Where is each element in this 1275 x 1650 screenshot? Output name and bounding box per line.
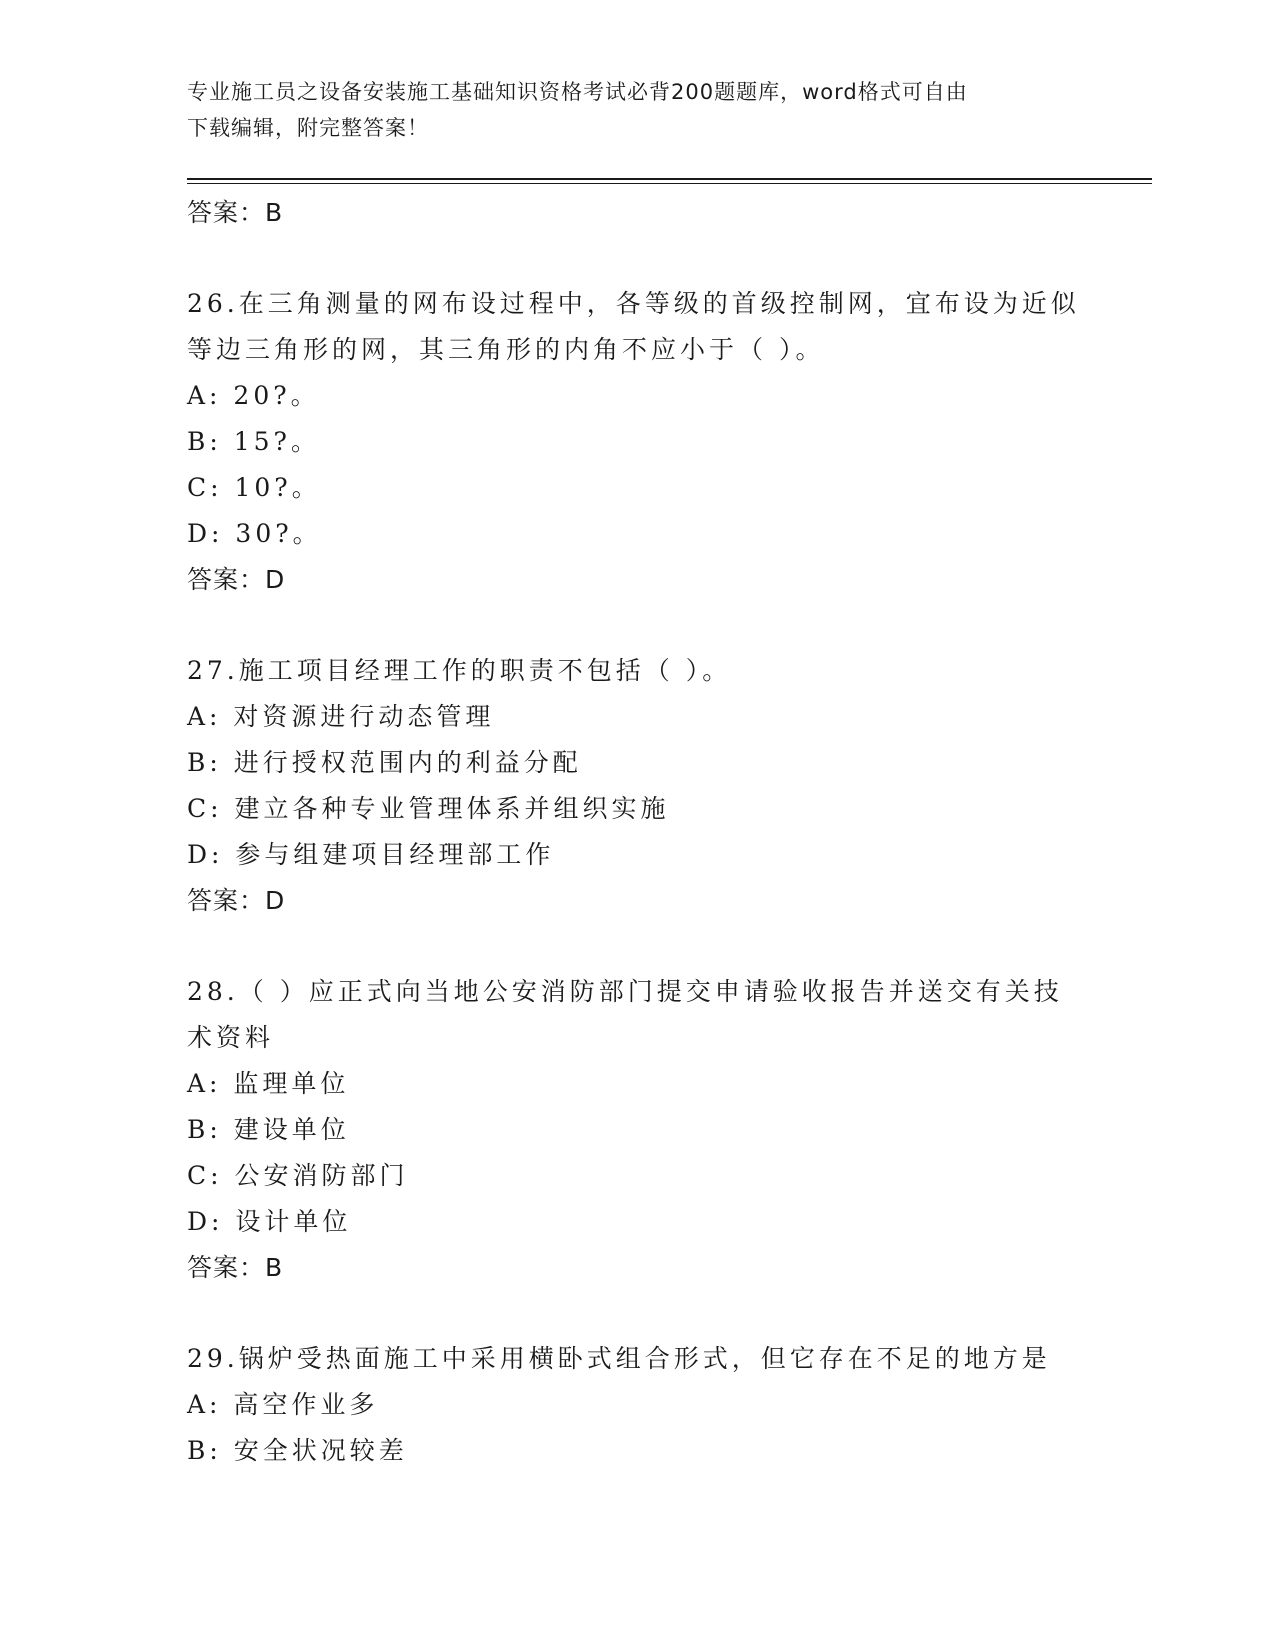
option-b: B: 15?。 xyxy=(187,427,320,456)
option-b: B: 进行授权范围内的利益分配 xyxy=(187,748,582,777)
option-b: B: 安全状况较差 xyxy=(187,1436,408,1465)
option-a: A: 20?。 xyxy=(187,381,320,410)
question-stem: 29.锅炉受热面施工中采用横卧式组合形式，但它存在不足的地方是 xyxy=(187,1344,1051,1373)
option-d: D: 30?。 xyxy=(187,519,322,548)
header-rule-thick xyxy=(187,178,1152,180)
answer: 答案：D xyxy=(187,886,286,915)
header-rule-thin xyxy=(187,183,1152,184)
option-a: A: 高空作业多 xyxy=(187,1390,379,1419)
option-a: A: 监理单位 xyxy=(187,1069,350,1098)
option-c: C: 10?。 xyxy=(187,473,321,502)
header-line-1: 专业施工员之设备安装施工基础知识资格考试必背200题题库，word格式可自由 xyxy=(187,80,968,104)
option-c: C: 建立各种专业管理体系并组织实施 xyxy=(187,794,670,823)
question-stem: 27.施工项目经理工作的职责不包括（ ）。 xyxy=(187,656,732,685)
option-d: D: 设计单位 xyxy=(187,1207,352,1236)
question-28 xyxy=(187,969,1127,1291)
document-body xyxy=(187,190,1127,1474)
question-26 xyxy=(187,281,1127,603)
document-header xyxy=(187,74,1067,146)
question-29 xyxy=(187,1336,1127,1474)
option-d: D: 参与组建项目经理部工作 xyxy=(187,840,555,869)
header-line-2: 下载编辑，附完整答案！ xyxy=(187,116,429,140)
option-c: C: 公安消防部门 xyxy=(187,1161,409,1190)
answer: 答案：B xyxy=(187,1253,284,1282)
answer-25: 答案：B xyxy=(187,198,284,227)
answer: 答案：D xyxy=(187,565,286,594)
question-stem: 等边三角形的网，其三角形的内角不应小于（ ）。 xyxy=(187,335,825,364)
question-stem: 26.在三角测量的网布设过程中，各等级的首级控制网，宜布设为近似 xyxy=(187,289,1080,318)
question-27 xyxy=(187,648,1127,924)
option-b: B: 建设单位 xyxy=(187,1115,350,1144)
question-stem: 28.（ ）应正式向当地公安消防部门提交申请验收报告并送交有关技 xyxy=(187,977,1063,1006)
option-a: A: 对资源进行动态管理 xyxy=(187,702,495,731)
question-stem: 术资料 xyxy=(187,1023,275,1052)
